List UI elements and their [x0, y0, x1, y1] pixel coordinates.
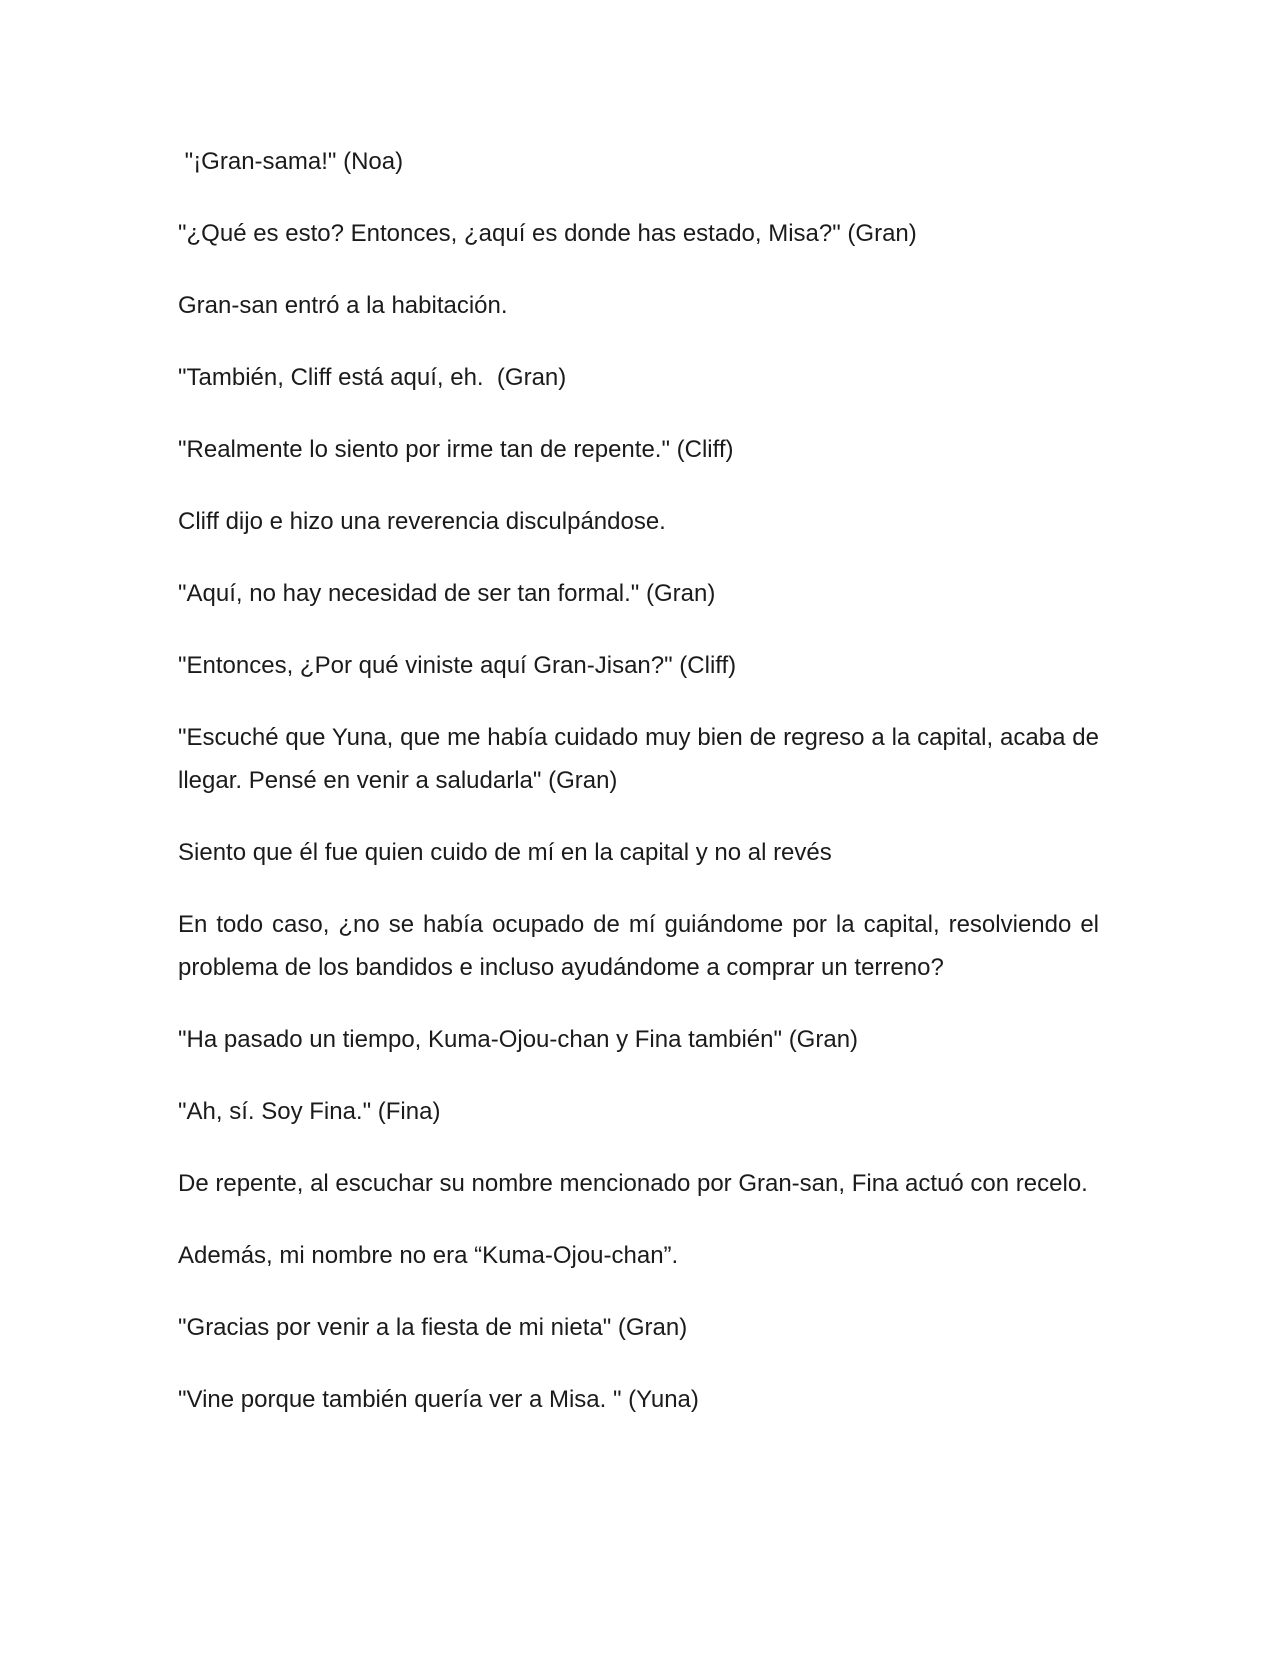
paragraph: "¡Gran-sama!" (Noa)	[178, 148, 404, 175]
paragraph: En todo caso, ¿no se había ocupado de mí guiándome por la capital, resolviendo el problema de los bandidos e incluso ayudándome a comprar un terreno?	[178, 911, 1099, 981]
paragraph: "Aquí, no hay necesidad de ser tan formal." (Gran)	[178, 580, 716, 607]
paragraph: Además, mi nombre no era “Kuma-Ojou-chan”.	[178, 1242, 679, 1269]
paragraph: "Escuché que Yuna, que me había cuidado muy bien de regreso a la capital, acaba de llegar. Pensé en venir a saludarla" (Gran)	[178, 724, 1099, 794]
paragraph: "Ha pasado un tiempo, Kuma-Ojou-chan y Fina también" (Gran)	[178, 1026, 859, 1053]
document-body	[178, 140, 1099, 1450]
paragraph: "¿Qué es esto? Entonces, ¿aquí es donde has estado, Misa?" (Gran)	[178, 220, 917, 247]
paragraph: "Entonces, ¿Por qué viniste aquí Gran-Jisan?" (Cliff)	[178, 652, 737, 679]
paragraph: Cliff dijo e hizo una reverencia disculpándose.	[178, 508, 666, 535]
paragraph: "Ah, sí. Soy Fina." (Fina)	[178, 1098, 441, 1125]
paragraph: "Realmente lo siento por irme tan de repente." (Cliff)	[178, 436, 734, 463]
paragraph: Siento que él fue quien cuido de mí en la capital y no al revés	[178, 839, 832, 866]
paragraph: "Vine porque también quería ver a Misa. " (Yuna)	[178, 1386, 699, 1413]
paragraph: "Gracias por venir a la fiesta de mi nieta" (Gran)	[178, 1314, 688, 1341]
paragraph: De repente, al escuchar su nombre mencionado por Gran-san, Fina actuó con recelo.	[178, 1170, 1088, 1197]
paragraph: "También, Cliff está aquí, eh. (Gran)	[178, 364, 567, 391]
paragraph: Gran-san entró a la habitación.	[178, 292, 508, 319]
